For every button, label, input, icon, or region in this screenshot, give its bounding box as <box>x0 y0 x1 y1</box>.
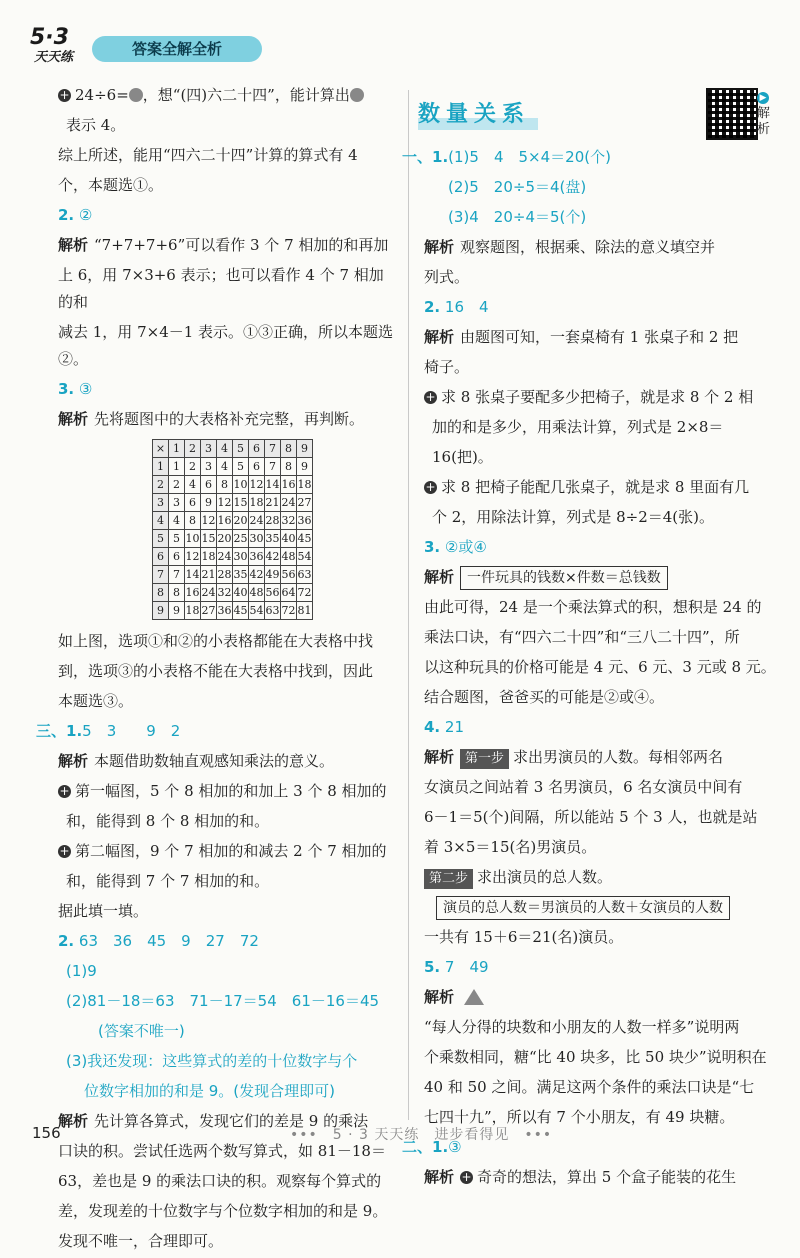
formula-box: 一件玩具的钱数×件数＝总钱数 <box>460 566 668 590</box>
grid-cell: 2 <box>153 476 169 494</box>
right-line: (3)4 20÷4＝5(个) <box>448 208 587 226</box>
grid-row <box>153 440 313 458</box>
grid-cell: 42 <box>265 548 281 566</box>
section-1-q1: 一、1.(1)5 4 5×4＝20(个) <box>402 148 611 166</box>
left-line: 解析 先计算各算式，发现它们的差是 9 的乘法 <box>58 1112 369 1130</box>
grid-cell: 6 <box>249 440 265 458</box>
grid-cell: 5 <box>153 530 169 548</box>
play-arrow-icon: ▶ <box>757 92 769 104</box>
grid-cell: 20 <box>233 512 249 530</box>
left-line: 解析 “7+7+7+6”可以看作 3 个 7 相加的和再加 <box>58 236 389 254</box>
grid-row <box>153 584 313 602</box>
grid-cell: 16 <box>281 476 297 494</box>
grid-cell: 40 <box>233 584 249 602</box>
grid-cell: 6 <box>249 458 265 476</box>
right-line: + 求 8 把椅子能配几张桌子，就是求 8 里面有几 <box>425 478 750 496</box>
logo-sub: 天天练 <box>34 50 74 65</box>
multiplication-table <box>152 439 313 620</box>
grid-cell: 4 <box>153 512 169 530</box>
right-line: + 求 8 张桌子要配多少把椅子，就是求 8 个 2 相 <box>425 388 754 406</box>
right-line <box>424 564 776 591</box>
grid-cell: 32 <box>217 584 233 602</box>
grid-cell: 2 <box>169 476 185 494</box>
grid-cell: 54 <box>297 548 313 566</box>
step-badge: 第二步 <box>424 869 473 889</box>
grid-cell: 5 <box>169 530 185 548</box>
grid-cell: 18 <box>201 548 217 566</box>
grid-cell: 8 <box>281 458 297 476</box>
grid-cell: 6 <box>201 476 217 494</box>
analysis-label: 解析 <box>424 748 455 766</box>
question-2: 2. ② <box>58 206 93 224</box>
left-line: 上 6，用 7×3+6 表示；也可以看作 4 个 7 相加的和 <box>58 266 384 311</box>
brand-logo <box>30 25 88 68</box>
grid-cell: 24 <box>217 548 233 566</box>
logo-top: 5·3 <box>30 25 69 50</box>
right-line: 结合题图，爸爸买的可能是②或④。 <box>424 688 665 706</box>
grid-cell: 15 <box>233 494 249 512</box>
left-line: 表示 4。 <box>66 116 126 134</box>
right-line: 解析 + 奇奇的想法，算出 5 个盒子能装的花生 <box>424 1168 737 1186</box>
grid-cell: 28 <box>217 566 233 584</box>
right-line: 着 3×5＝15(名)男演员。 <box>424 838 597 856</box>
right-line: 解析 由题图可知，一套桌椅有 1 张桌子和 2 把 <box>424 328 739 346</box>
left-line: 减去 1，用 7×4－1 表示。①③正确，所以本题选②。 <box>58 323 394 368</box>
grid-cell: 14 <box>185 566 201 584</box>
grid-cell: 24 <box>281 494 297 512</box>
grid-cell: 49 <box>265 566 281 584</box>
grid-cell: 12 <box>185 548 201 566</box>
grid-cell: 27 <box>201 602 217 620</box>
left-line: 综上所述，能用“四六二十四”计算的算式有 4 <box>58 146 358 164</box>
left-line: 如上图，选项①和②的小表格都能在大表格中找 <box>58 632 374 650</box>
grid-row <box>153 530 313 548</box>
left-line: + 24÷6= ，想“(四)六二十四”，能计算出 <box>58 82 396 109</box>
left-line: (1)9 <box>66 962 97 980</box>
analysis-label: 解析 <box>424 238 455 256</box>
analysis-label: 解析 <box>424 568 455 586</box>
grid-cell: 1 <box>169 440 185 458</box>
grid-cell: 4 <box>169 512 185 530</box>
header-tag: 答案全解全析 <box>92 36 262 62</box>
right-line: (2)5 20÷5＝4(盘) <box>448 178 587 196</box>
left-line: 解析 先将题图中的大表格补充完整，再判断。 <box>58 410 365 428</box>
grid-cell: 9 <box>297 458 313 476</box>
grid-cell: 6 <box>169 548 185 566</box>
grid-row <box>153 494 313 512</box>
grid-cell: 6 <box>153 548 169 566</box>
right-line: 以这种玩具的价格可能是 4 元、6 元、3 元或 8 元。 <box>424 658 776 676</box>
question-4: 4. 21 <box>424 718 465 736</box>
grid-cell: 14 <box>265 476 281 494</box>
left-line: 位数字相加的和是 9。(发现合理即可) <box>84 1082 336 1100</box>
grid-cell: 8 <box>185 512 201 530</box>
grid-cell: 4 <box>217 440 233 458</box>
grid-cell: 45 <box>233 602 249 620</box>
grid-row <box>153 566 313 584</box>
grid-cell: 3 <box>153 494 169 512</box>
grid-cell: 8 <box>153 584 169 602</box>
right-line: 个乘数相同，糖“比 40 块多，比 50 块少”说明积在 <box>424 1048 767 1066</box>
plus-icon: + <box>425 480 436 494</box>
grid-cell: 35 <box>265 530 281 548</box>
grid-cell: 9 <box>297 440 313 458</box>
section-3-q1: 三、1.5 3 9 2 <box>36 722 181 740</box>
grid-cell: 63 <box>297 566 313 584</box>
grid-cell: 9 <box>169 602 185 620</box>
grid-cell: 21 <box>201 566 217 584</box>
grid-cell: 12 <box>201 512 217 530</box>
left-line: 和，能得到 8 个 8 相加的和。 <box>66 812 270 830</box>
plus-icon: + <box>461 1170 472 1184</box>
grid-cell: 63 <box>265 602 281 620</box>
analysis-label: 解析 <box>58 1112 89 1130</box>
right-line: 个 2，用除法计算，列式是 8÷2＝4(张)。 <box>432 508 714 526</box>
grid-cell: 30 <box>233 548 249 566</box>
plus-icon: + <box>59 784 70 798</box>
grid-row <box>153 476 313 494</box>
left-line: 解析 本题借助数轴直观感知乘法的意义。 <box>58 752 335 770</box>
grid-cell: 24 <box>201 584 217 602</box>
grid-cell: 8 <box>281 440 297 458</box>
right-line: 女演员之间站着 3 名男演员，6 名女演员中间有 <box>424 778 743 796</box>
right-line <box>424 984 776 1011</box>
section-3-q2: 2. 63 36 45 9 27 72 <box>58 932 259 950</box>
left-line: + 第一幅图，5 个 8 相加的和加上 3 个 8 相加的 <box>59 782 387 800</box>
circle-blank-icon <box>350 88 364 102</box>
left-line: (2)81－18＝63 71－17＝54 61－16＝45 <box>66 992 380 1010</box>
grid-cell: 7 <box>169 566 185 584</box>
left-line: 到，选项③的小表格不能在大表格中找到，因此 <box>58 662 374 680</box>
grid-row <box>153 512 313 530</box>
grid-cell: 12 <box>249 476 265 494</box>
grid-row <box>153 458 313 476</box>
right-line <box>436 894 776 921</box>
question-3: 3. ③ <box>58 380 93 398</box>
analysis-label: 解析 <box>58 236 89 254</box>
triangle-icon <box>464 989 484 1005</box>
grid-cell: 25 <box>233 530 249 548</box>
analysis-label: 解析 <box>424 1168 455 1186</box>
grid-cell: 81 <box>297 602 313 620</box>
grid-cell: 35 <box>233 566 249 584</box>
left-line: 63，差也是 9 的乘法口诀的积。观察每个算式的 <box>58 1172 382 1190</box>
qr-side-label: ▶ 解析 <box>757 93 771 137</box>
analysis-label: 解析 <box>58 752 89 770</box>
left-line: 据此填一填。 <box>58 902 149 920</box>
grid-cell: 10 <box>185 530 201 548</box>
grid-cell: 72 <box>281 602 297 620</box>
plus-icon: + <box>59 844 70 858</box>
right-line: 加的和是多少，用乘法计算，列式是 2×8＝ <box>432 418 724 436</box>
grid-cell: 18 <box>249 494 265 512</box>
grid-cell: 3 <box>201 440 217 458</box>
circle-blank-icon <box>129 88 143 102</box>
question-3: 3. ②或④ <box>424 538 487 556</box>
right-line: 乘法口诀，有“四六二十四”和“三八二十四”，所 <box>424 628 740 646</box>
grid-cell: 72 <box>297 584 313 602</box>
grid-cell: 8 <box>217 476 233 494</box>
grid-row <box>153 602 313 620</box>
section-title: 数量关系 <box>418 100 538 130</box>
analysis-label: 解析 <box>424 988 455 1006</box>
right-line: 一共有 15＋6＝21(名)演员。 <box>424 928 624 946</box>
question-2: 2. 16 4 <box>424 298 489 316</box>
grid-cell: 36 <box>217 602 233 620</box>
right-line: 由此可得，24 是一个乘法算式的积，想积是 24 的 <box>424 598 762 616</box>
right-line: “每人分得的块数和小朋友的人数一样多”说明两 <box>424 1018 740 1036</box>
grid-cell: × <box>153 440 169 458</box>
grid-cell: 2 <box>185 440 201 458</box>
grid-cell: 48 <box>281 548 297 566</box>
grid-cell: 2 <box>185 458 201 476</box>
grid-cell: 48 <box>249 584 265 602</box>
step-badge: 第一步 <box>460 749 509 769</box>
plus-icon: + <box>59 88 70 102</box>
right-line: 椅子。 <box>424 358 470 376</box>
column-divider <box>408 90 409 1120</box>
left-line: 和，能得到 7 个 7 相加的和。 <box>66 872 270 890</box>
left-line: 差，发现差的十位数字与个位数字相加的和是 9。 <box>58 1202 388 1220</box>
grid-cell: 9 <box>201 494 217 512</box>
grid-cell: 30 <box>249 530 265 548</box>
grid-cell: 18 <box>297 476 313 494</box>
left-line: 个，本题选①。 <box>58 176 164 194</box>
grid-cell: 56 <box>265 584 281 602</box>
grid-cell: 42 <box>249 566 265 584</box>
grid-cell: 5 <box>233 440 249 458</box>
grid-cell: 4 <box>217 458 233 476</box>
grid-cell: 7 <box>153 566 169 584</box>
analysis-label: 解析 <box>58 410 89 428</box>
grid-cell: 7 <box>265 458 281 476</box>
grid-cell: 16 <box>185 584 201 602</box>
grid-cell: 16 <box>217 512 233 530</box>
right-line: 6－1＝5(个)间隔，所以能站 5 个 3 人，也就是站 <box>424 808 758 826</box>
grid-cell: 9 <box>153 602 169 620</box>
right-line: 列式。 <box>424 268 470 286</box>
grid-cell: 36 <box>249 548 265 566</box>
grid-cell: 40 <box>281 530 297 548</box>
grid-cell: 3 <box>201 458 217 476</box>
formula-box: 演员的总人数＝男演员的人数＋女演员的人数 <box>436 896 730 920</box>
grid-row <box>153 548 313 566</box>
grid-cell: 21 <box>265 494 281 512</box>
grid-cell: 32 <box>281 512 297 530</box>
right-line: 七四十九”，所以有 7 个小朋友，有 49 块糖。 <box>424 1108 735 1126</box>
grid-cell: 12 <box>217 494 233 512</box>
grid-cell: 8 <box>169 584 185 602</box>
left-line: 本题选③。 <box>58 692 134 710</box>
left-line: 口诀的积。尝试任选两个数写算式，如 81－18＝ <box>58 1142 386 1160</box>
section-2-q1: 二、1.③ <box>402 1138 462 1156</box>
grid-cell: 24 <box>249 512 265 530</box>
grid-cell: 56 <box>281 566 297 584</box>
left-line: (答案不唯一) <box>98 1022 185 1040</box>
question-5: 5. 7 49 <box>424 958 489 976</box>
grid-cell: 5 <box>233 458 249 476</box>
plus-icon: + <box>425 390 436 404</box>
grid-cell: 15 <box>201 530 217 548</box>
grid-cell: 27 <box>297 494 313 512</box>
footer-slogan: ••• 5 · 3 天天练 进步看得见 ••• <box>290 1127 553 1143</box>
right-line: 40 和 50 之间。满足这两个条件的乘法口诀是“七 <box>424 1078 755 1096</box>
grid-cell: 45 <box>297 530 313 548</box>
grid-cell: 18 <box>185 602 201 620</box>
analysis-label: 解析 <box>424 328 455 346</box>
grid-cell: 3 <box>169 494 185 512</box>
grid-cell: 54 <box>249 602 265 620</box>
grid-cell: 20 <box>217 530 233 548</box>
page-number: 156 <box>32 1124 61 1142</box>
left-line: 发现不唯一，合理即可。 <box>58 1232 224 1250</box>
left-line: (3)我还发现：这些算式的差的十位数字与个 <box>66 1052 358 1070</box>
right-line: 解析 第一步 求出男演员的人数。每相邻两名 <box>424 744 776 771</box>
page-footer <box>0 1124 800 1148</box>
grid-cell: 36 <box>297 512 313 530</box>
grid-cell: 10 <box>233 476 249 494</box>
grid-cell: 64 <box>281 584 297 602</box>
grid-cell: 7 <box>265 440 281 458</box>
grid-cell: 6 <box>185 494 201 512</box>
grid-cell: 1 <box>169 458 185 476</box>
grid-cell: 28 <box>265 512 281 530</box>
left-line: + 第二幅图，9 个 7 相加的和减去 2 个 7 相加的 <box>59 842 387 860</box>
right-line: 16(把)。 <box>432 448 493 466</box>
grid-cell: 1 <box>153 458 169 476</box>
grid-cell: 4 <box>185 476 201 494</box>
right-line: 解析 观察题图，根据乘、除法的意义填空并 <box>424 238 716 256</box>
right-line: 第二步 求出演员的总人数。 <box>424 864 776 891</box>
